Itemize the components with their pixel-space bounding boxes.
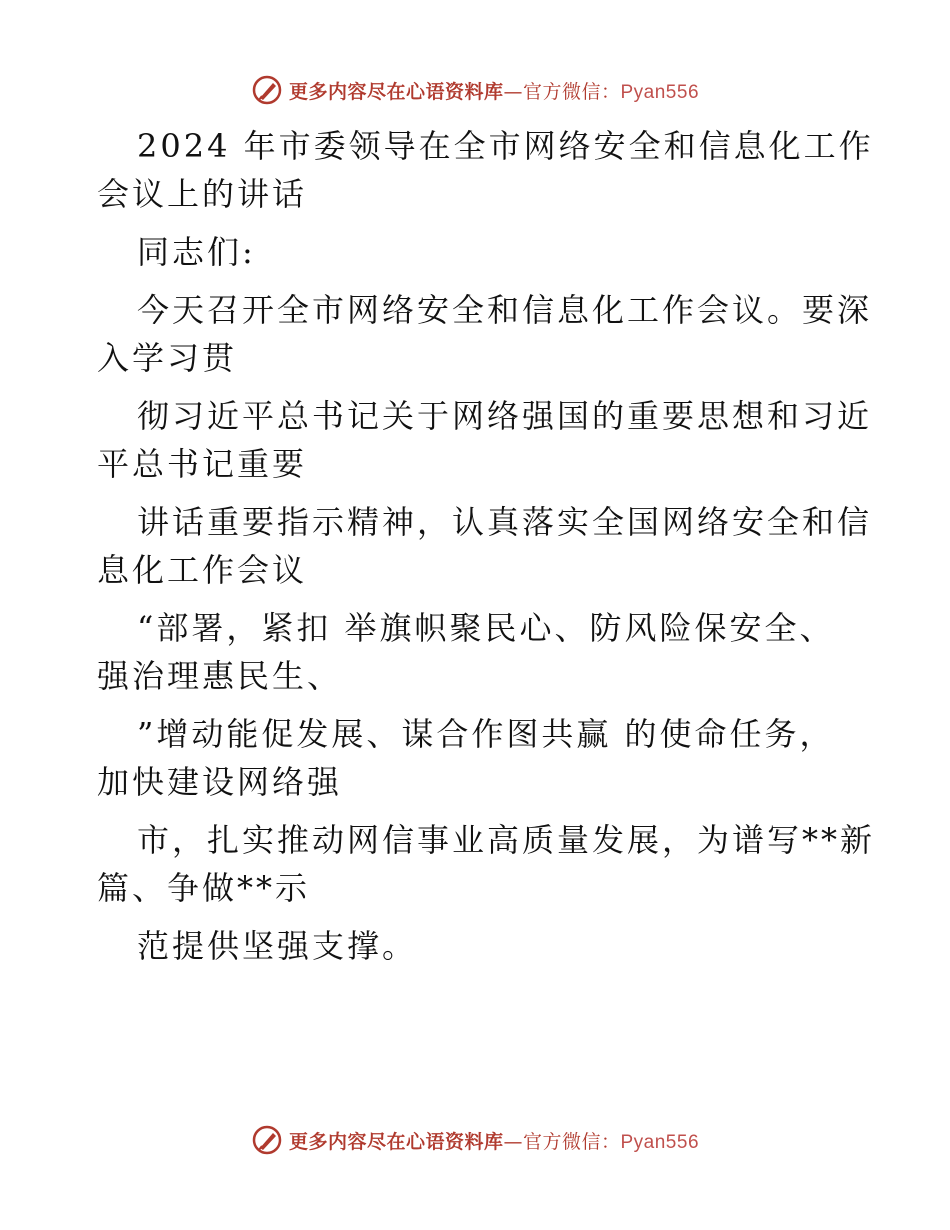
footer-watermark — [0, 1120, 950, 1160]
watermark-id: Pyan556 — [620, 1131, 700, 1153]
paragraph-2-line-1: 彻习近平总书记关于网络强国的重要思想和习近 — [137, 397, 873, 435]
paragraph-3-line-1: 讲话重要指示精神，认真落实全国网络安全和信 — [137, 503, 873, 541]
watermark-title: 更多内容尽在心语资料库 — [288, 1130, 504, 1153]
watermark-separator: — — [503, 1130, 523, 1153]
paragraph-7-line-1: 范提供坚强支撑。 — [137, 927, 418, 965]
paragraph-6-line-2: 篇、争做**示 — [97, 869, 311, 907]
quill-logo-icon — [251, 74, 283, 106]
document-title-line-2: 会议上的讲话 — [97, 175, 308, 213]
watermark-text — [289, 77, 699, 104]
paragraph-2-line-2: 平总书记重要 — [97, 445, 308, 483]
watermark-suffix: 官方微信： — [522, 1130, 621, 1153]
paragraph-5-line-2: 加快建设网络强 — [97, 763, 343, 801]
watermark-suffix: 官方微信： — [522, 80, 621, 103]
watermark-title: 更多内容尽在心语资料库 — [288, 80, 504, 103]
quill-logo-icon — [251, 1124, 283, 1156]
paragraph-4-line-1: “部署，紧扣 举旗帜聚民心、防风险保安全、 — [137, 609, 835, 647]
document-body — [97, 122, 876, 970]
paragraph-1-line-2: 入学习贯 — [97, 339, 238, 377]
watermark-separator: — — [503, 80, 523, 103]
header-watermark — [0, 70, 950, 110]
paragraph-5-line-1: ”增动能促发展、谋合作图共赢 的使命任务， — [137, 715, 835, 753]
paragraph-6-line-1: 市，扎实推动网信事业高质量发展，为谱写**新 — [137, 821, 876, 859]
watermark-text — [289, 1127, 699, 1154]
document-title-line-1: 2024 年市委领导在全市网络安全和信息化工作 — [137, 127, 874, 165]
paragraph-4-line-2: 强治理惠民生、 — [97, 657, 343, 695]
paragraph-3-line-2: 息化工作会议 — [97, 551, 308, 589]
watermark-id: Pyan556 — [620, 81, 700, 103]
greeting: 同志们: — [137, 233, 256, 271]
paragraph-1-line-1: 今天召开全市网络安全和信息化工作会议。要深 — [137, 291, 873, 329]
